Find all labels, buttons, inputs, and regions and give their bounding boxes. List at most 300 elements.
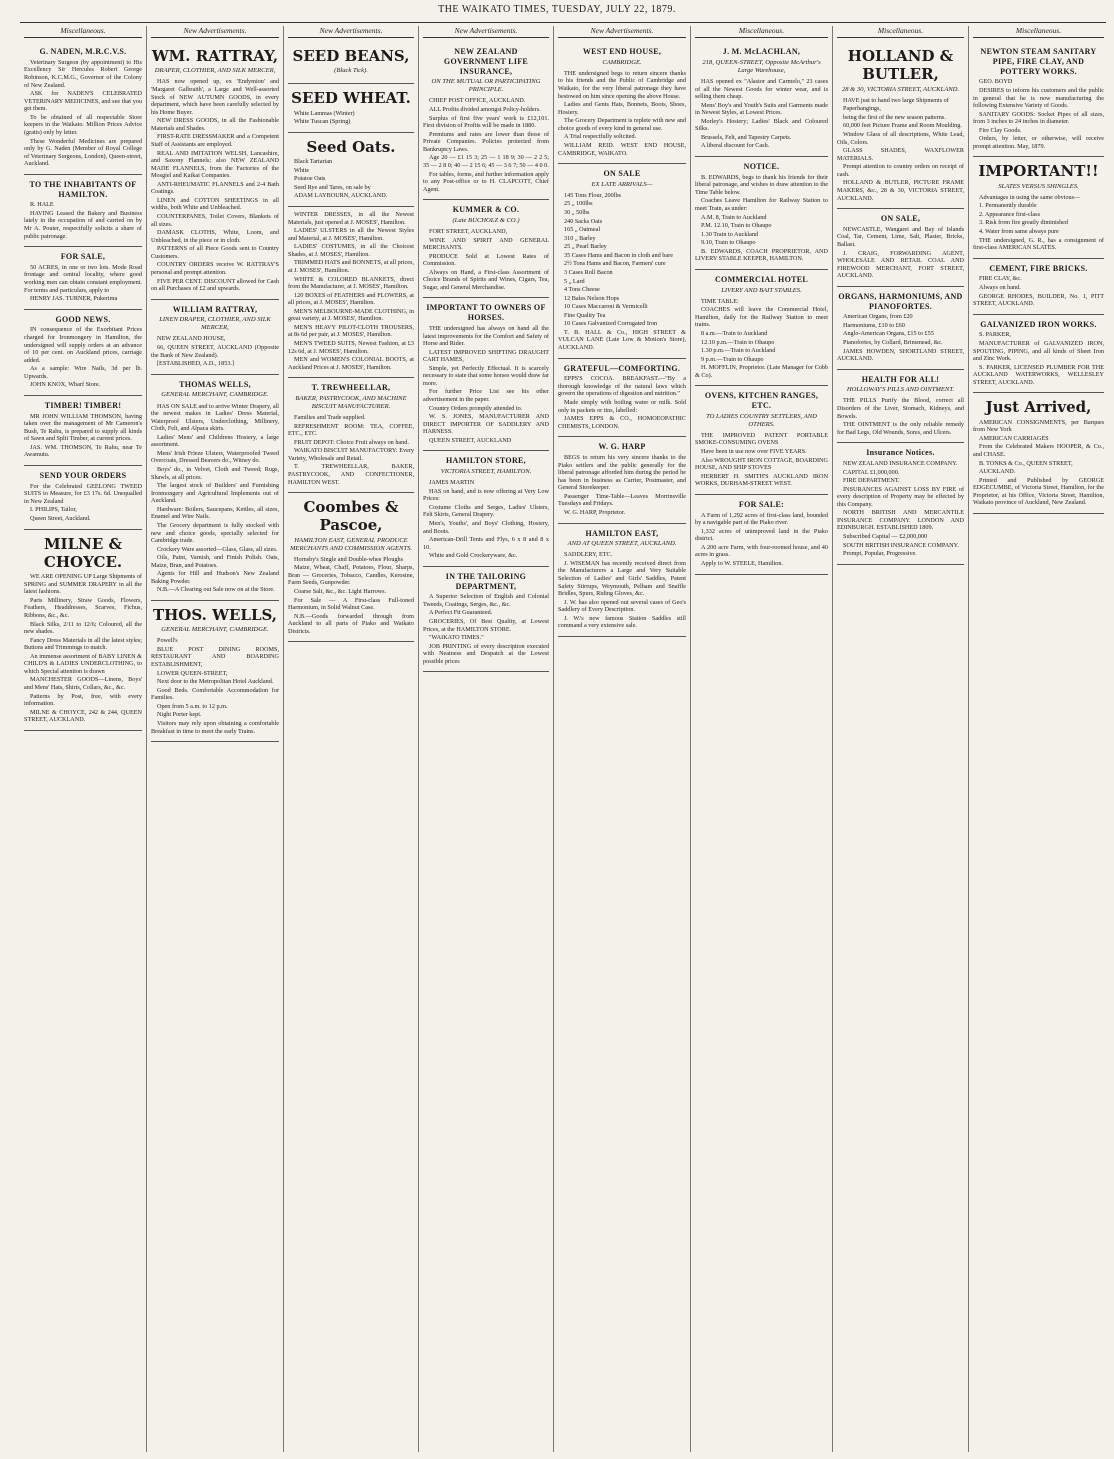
ad-title: J. M. McLACHLAN, — [722, 47, 801, 57]
advertisement — [837, 370, 964, 444]
ad-text: 12.10 p.m.—Train to Ohaupo — [701, 338, 775, 346]
ad-title: WEST END HOUSE, — [582, 47, 662, 57]
ad-text: PATTERNS of all Piece Goods sent to Country Customers. — [151, 245, 279, 260]
ad-text: LINEN and COTTON SHEETINGS in all widths, both White and Unbleached. — [151, 196, 279, 212]
ad-text: Country Orders promptly attended to. — [429, 404, 523, 412]
ad-text: American-Drill Tents and Flys, 6 x 8 and 8 x 10. — [423, 536, 549, 551]
ad-text: 1. Permanently durable — [979, 202, 1037, 210]
ad-text: MEN'S HEAVY PILOT-CLOTH TROUSERS, at 8s 6d per pair, at J. MOSES', Hamilton. — [288, 323, 414, 339]
ad-text: NEW ZEALAND HOUSE, — [157, 335, 226, 343]
ad-text: Simple, yet Perfectly Effectual. It is scarcely necessary to state that some horses would draw far more. — [423, 364, 549, 387]
ad-text: 8 a.m.—Train to Auckland — [701, 329, 768, 337]
ad-title: HAMILTON STORE, — [446, 456, 526, 466]
ad-text: N.B.—Goods forwarded through from Auckland to all parts of Piako and Waikato Districts. — [288, 612, 414, 635]
ad-text: Seed Rye and Tares, on sale by — [294, 183, 371, 191]
ad-title: W. G. HARP — [598, 442, 646, 452]
ad-text: B. TONKS & Co., QUEEN STREET, — [979, 459, 1073, 467]
ad-text: 35 Cases Hams and Bacon in cloth and bare — [564, 251, 673, 259]
ad-text: FORT STREET, AUCKLAND, — [429, 227, 508, 235]
ad-title: IMPORTANT TO OWNERS OF HORSES. — [426, 303, 546, 323]
advertisement — [288, 42, 414, 84]
ad-text: Paperhangings, — [843, 105, 881, 113]
ad-subtitle: GENERAL MERCHANT, CAMBRIDGE. — [161, 391, 269, 399]
ad-text: 12 Bales Nelson Hops — [564, 294, 620, 302]
masthead: THE WAIKATO TIMES, TUESDAY, JULY 22, 1879. — [438, 4, 676, 15]
ad-text: J. W.'s new famous Station Saddles still command a very extensive sale. — [558, 614, 686, 630]
ad-text: HAS ON SALE and to arrive Winter Drapery, all the newest makes in Ladies' Dress Material, Waterproof Ulsters, Underclothing, Millinery, Cloth, Felt, and Alpaca skirts. — [151, 402, 279, 433]
ad-title: HAMILTON EAST, — [585, 528, 659, 538]
ad-text: For tables, forms, and further information apply to any Post-office or to H. CLAPCOTT, Chief Agent. — [423, 170, 549, 193]
ad-text: Paris Millinery, Straw Goods, Flowers, Feathers, Headdresses, Scarves, Fichus, Ribbons, &c., &c. — [24, 596, 142, 619]
ad-text: A Trial respectfully solicited. — [564, 133, 637, 141]
ad-text: These Wonderful Medicines are prepared only by G. Naden (Member of Royal College of Veterinary Surgeons, London), Queen-street, Auckland. — [24, 137, 142, 168]
advertisement — [24, 396, 142, 466]
ad-text: [ESTABLISHED, A.D., 1853.] — [157, 360, 235, 368]
advertisement — [973, 259, 1104, 315]
ad-text: JAMES MARTIN — [429, 479, 475, 487]
ad-text: THE IMPROVED PATENT PORTABLE SMOKE-CONSUMING OVENS — [695, 431, 828, 447]
ad-title: ON SALE, — [880, 214, 921, 224]
ad-title: CEMENT, FIRE BRICKS. — [989, 263, 1088, 273]
ad-title: T. TREWHEELLAR, — [311, 383, 391, 393]
ad-text: Hardware: Boilers, Saucepans, Kettles, all sizes, Enamel and Wire Nails. — [151, 505, 279, 521]
ad-text: 50 ACRES, in one or two lots. Mode Road frontage and central locality, where good working men can obtain constant employment. For terms and particulars, apply to — [24, 263, 142, 294]
advertisement — [423, 200, 549, 298]
ad-text: Coaches Leave Hamilton for Railway Station to meet Train, as under: — [695, 197, 828, 213]
ad-text: PRODUCE Sold at Lowest Rates of Commission. — [423, 252, 549, 268]
ad-title: Just Arrived, — [985, 398, 1092, 417]
ad-text: 2½ Tons Hams and Bacon, Farmers' cure — [564, 260, 666, 268]
ad-text: THE undersigned, G. R., has a consignment of first-class AMERICAN SLATES. — [973, 236, 1104, 252]
advertisement — [973, 42, 1104, 157]
advertisement — [24, 175, 142, 247]
ad-text: HAS opened ex "Alastor and Carmelo," 23 cases of all the Newest Goods for winter wear, and is selling them cheap. — [695, 77, 828, 101]
ad-title: IMPORTANT!! — [978, 162, 1099, 181]
ad-subtitle: EX LATE ARRIVALS— — [591, 180, 653, 188]
ad-subtitle: VICTORIA STREET, HAMILTON. — [440, 468, 532, 476]
ad-text: Ladies' Mens' and Childrens Hosiery, a large assortment. — [151, 433, 279, 449]
ad-subtitle: TO LADIES COUNTRY SETTLERS, AND OTHERS. — [706, 412, 817, 428]
ad-text: Always on Hand, a First-class Assortment of Choice Brands of Spirits and Wines, Cigars, Tea, Sugar, and General Merchandise. — [423, 268, 549, 291]
ad-text: JOHN KNOX, Wharf Store. — [30, 381, 101, 389]
ad-title: OVENS, KITCHEN RANGES, ETC. — [704, 391, 819, 411]
ad-title: SEND YOUR ORDERS — [39, 471, 127, 481]
advertisement — [423, 42, 549, 200]
ad-text: T. TREWHEELLAR, BAKER, PASTRYCOOK, AND CONFECTIONER, HAMILTON WEST. — [288, 463, 414, 486]
ad-text: WINTER DRESSES, in all the Newest Materials, just opened at J. MOSES', Hamilton. — [288, 211, 414, 226]
ad-text: DESIRES to inform his customers and the public in general that he is now manufacturing the following Extensive Variety of Goods. — [973, 86, 1104, 110]
ad-title: G. NADEN, M.R.C.V.S. — [39, 47, 127, 57]
ad-title: WM. RATTRAY, — [151, 47, 279, 66]
ad-text: AMERICAN CONSIGNMENTS, per Barques from New York — [973, 418, 1104, 434]
ad-text: 165 „ Oatmeal — [564, 226, 601, 234]
ad-title: GRATEFUL—COMFORTING. — [563, 363, 681, 373]
ad-text: DAMASK CLOTHS, White, Loom, and Unbleached, in the piece or in cloth. — [151, 229, 279, 244]
ad-text: Good Beds. Comfortable Accommodation for Families. — [151, 686, 279, 702]
advertisement — [288, 378, 414, 493]
ad-text: GEO. BOYD — [979, 78, 1013, 86]
ad-text: For further Price List see his other advertisement in the paper. — [423, 388, 549, 404]
ad-text: From the Celebrated Makers HOOPER, & Co., and CHASE. — [973, 443, 1104, 458]
ad-text: JOB PRINTING of every description executed with Neatness and Despatch at the Lowest possible prices — [423, 642, 549, 665]
advertisement — [558, 524, 686, 637]
ad-text: Ladies and Gents Hats, Bonnets, Boots, Shoes, Hosiery. — [558, 101, 686, 116]
ad-text: Passenger Time-Table—Leaves Morrinsville Tuesdays and Fridays. — [558, 492, 686, 508]
ad-text: BEGS to return his very sincere thanks to the Piako settlers and the public generally for the liberal patronage afforded him during the period he has been in business as Carrier, Postmaster, and General Storekeeper. — [558, 454, 686, 492]
advertisement — [837, 42, 964, 209]
column-2 — [146, 26, 283, 1452]
ad-subtitle: LINEN DRAPER, CLOTHIER, AND SILK MERCER, — [159, 316, 271, 332]
ad-text: Boys' do., in Velvet, Cloth and Tweed; Rugs, Shawls, at all prices. — [151, 466, 279, 481]
ad-text: Anglo-American Organs, £15 to £55 — [843, 330, 934, 338]
ad-title: NEWTON STEAM SANITARY PIPE, FIRE CLAY, AND POTTERY WORKS. — [980, 47, 1097, 76]
advertisement — [24, 247, 142, 310]
ad-subtitle: AND AT QUEEN STREET, AUCKLAND. — [567, 540, 677, 548]
ad-text: HAS now opened up, ex 'Endymion' and 'Margaret Galbraith', a Large and Well-assorted Stock of NEW AUTUMN GOODS, in every department, which have been carefully selected by his Home Buyer. — [151, 78, 279, 116]
ad-text: HERBERT H. SMITH'S AUCKLAND IRON WORKS, DURHAM-STREET WEST. — [695, 472, 828, 488]
ad-text: 145 Tons Flour, 200lbs — [564, 191, 621, 199]
ad-text: TIME TABLE: — [701, 297, 739, 305]
ad-text: COACHES will leave the Commercial Hotel, Hamilton, daily for the Railway Station to meet trains. — [695, 306, 828, 329]
ad-text: Mens' Boy's and Youth's Suits and Garments made in Newest Styles, at Lowest Prices. — [695, 101, 828, 117]
ad-text: FIVE PER CENT. DISCOUNT allowed for Cash on all Purchases of £2 and upwards. — [151, 277, 279, 293]
advertisement — [151, 601, 279, 742]
advertisement — [837, 209, 964, 287]
ad-title: GOOD NEWS. — [55, 314, 111, 324]
ad-title: NOTICE. — [743, 162, 780, 172]
ad-title: NEW ZEALAND GOVERNMENT LIFE INSURANCE, — [443, 47, 529, 76]
advertisement — [837, 443, 964, 565]
ad-text: ADAM LAYBOURN, AUCKLAND. — [294, 192, 388, 200]
advertisement — [288, 84, 414, 132]
column-heading: Miscellaneous. — [837, 26, 964, 38]
ad-text: WE ARE OPENING UP Large Shipments of SPRING and SUMMER DRAPERY in all the latest fashions. — [24, 573, 142, 596]
ad-text: N.B.—A Clearing out Sale now on at the Store. — [157, 586, 275, 594]
column-4 — [418, 26, 553, 1452]
ad-text: Fine Quality Tea — [564, 311, 606, 319]
advertisement — [973, 157, 1104, 258]
ad-text: Crockery Ware assorted—Glass, Glass, all sizes. — [157, 545, 278, 553]
advertisement — [24, 42, 142, 175]
ad-text: Printed and Published by GEORGE EDGECUMBE, of Victoria Street, Hamilton, for the Proprietor, at his Office, Victoria Street, Hamilton, Waikato province of Auckland, New Zealand. — [973, 476, 1104, 507]
ad-text: 4. Water from same always pure — [979, 228, 1059, 236]
ad-text: 10 Cases Maccaroni & Vermicelli — [564, 303, 648, 311]
ad-title: THOMAS WELLS, — [179, 379, 251, 389]
ad-text: LOWER QUEEN-STREET, — [157, 669, 228, 677]
column-3 — [283, 26, 418, 1452]
ad-text: CAPITAL £1,000,000. — [843, 468, 900, 476]
ad-title: SEED WHEAT. — [291, 89, 411, 108]
advertisement — [151, 375, 279, 601]
ad-text: H. MOFFLIN, Proprietor. (Late Manager for Cobb & Co). — [695, 364, 828, 379]
column-6 — [690, 26, 832, 1452]
ad-title: Seed Oats. — [306, 137, 396, 156]
ad-text: 9.10, Train to Ohaupo — [701, 239, 756, 247]
advertisement — [695, 386, 828, 495]
advertisement — [558, 437, 686, 523]
ad-text: Fancy Dress Materials in all the latest styles; Buttons and Trimmings to match. — [24, 636, 142, 652]
ad-text: NEWCASTLE, Wangarei and Bay of Islands Coal, Tar, Cement, Lime, Salt, Plaster, Bricks, Ballast. — [837, 225, 964, 248]
ad-text: IN consequence of the Exorbitant Prices charged for Ironmongery in Hamilton, the undersigned will supply orders at an advance of 10 per cent. on Auckland prices, carriage added. — [24, 326, 142, 364]
advertisement — [151, 42, 279, 300]
advertisement — [558, 164, 686, 358]
advertisement — [423, 451, 549, 566]
ad-text: HAVING Leased the Bakery and Business lately in the occupation of and carried on by Mr A. Pouter, respectfully solicits a share of public patronage. — [24, 209, 142, 240]
ad-text: Powell's — [157, 637, 178, 645]
ad-text: Agents for Hill and Hudson's New Zealand Baking Powder. — [151, 570, 279, 585]
ad-text: As a sample: Wire Nails, 3d per lb. Upwards. — [24, 365, 142, 380]
column-8 — [968, 26, 1108, 1452]
ad-text: Men's, Youths', and Boys' Clothing, Hosiery, and Boots. — [423, 520, 549, 535]
ad-text: THE undersigned begs to return sincere thanks to his friends and the Public of Cambridge and Waikato, for the very liberal patronage they have bestowed on him since opening the above House. — [558, 69, 686, 100]
ad-text: JAS. WM. THOMSON, Te Rahu, near Te Awamutu. — [24, 443, 142, 459]
ad-text: REFRESHMENT ROOM: TEA, COFFEE, ETC., ETC. — [288, 422, 414, 438]
ad-text: SANITARY GOODS: Socket Pipes of all sizes, from 3 inches to 24 inches in diameter. — [973, 110, 1104, 126]
ad-title: Coombes & Pascoe, — [303, 498, 399, 535]
ad-title: KUMMER & CO. — [452, 205, 520, 215]
ad-text: Brussels, Felt, and Tapestry Carpets. — [701, 133, 792, 141]
ad-text: For the Celebrated GEELONG TWEED SUITS to Measure, for £3 17s. 6d. Unequalled in New Zealand — [24, 482, 142, 505]
ad-title: Insurance Notices. — [866, 448, 935, 458]
ad-text: Visitors may rely upon obtaining a comfortable Breakfast in time to meet the early Trains. — [151, 719, 279, 735]
ad-text: A Farm of 1,292 acres of first-class land, bounded by a navigable part of the Piako river. — [695, 511, 828, 527]
ad-text: LATEST IMPROVED SHIFTING DRAUGHT CART HAMES, — [423, 348, 549, 364]
ad-text: White and Gold Crockeryware, &c. — [429, 552, 518, 560]
ad-text: Have been in use now over FIVE YEARS. — [701, 448, 807, 456]
ad-text: American Organs, from £20 — [843, 313, 913, 321]
ad-text: NEW ZEALAND INSURANCE COMPANY. — [843, 459, 958, 467]
ad-text: HOLLAND & BUTLER, PICTURE FRAME MAKERS, &c., 28 & 30, VICTORIA STREET, AUCKLAND. — [837, 179, 964, 202]
ad-text: A liberal discount for Cash. — [701, 142, 770, 150]
ad-text: S. PARKER, — [979, 331, 1011, 339]
header-rule — [20, 22, 1106, 23]
ad-text: Coarse Salt, &c., &c. Light Harrows. — [294, 588, 387, 596]
ad-text: WINE AND SPIRIT AND GENERAL MERCHANTS. — [423, 236, 549, 252]
ad-text: 1.30 p.m.—Train to Auckland — [701, 347, 776, 355]
ad-text: J. W. has also opened out several cases of Geo's Saddlery of Every Description. — [558, 598, 686, 614]
ad-subtitle: 218, QUEEN-STREET, Opposite McArthur's Large Warehouse, — [702, 58, 821, 74]
ad-subtitle: LIVERY AND BAIT STABLES. — [721, 286, 802, 294]
ad-subtitle: 28 & 30, VICTORIA STREET, AUCKLAND. — [841, 85, 960, 93]
ad-text: W. G. HARP, Proprietor. — [564, 508, 626, 516]
ad-text: S. PARKER, LICENSED PLUMBER FOR THE AUCKLAND WATERWORKS, WELLESLEY STREET, AUCKLAND. — [973, 363, 1104, 386]
ad-text: White Tuscan (Spring) — [294, 118, 351, 126]
ad-text: Families and Trade supplied. — [294, 414, 366, 422]
advertisement — [151, 300, 279, 375]
ad-text: 1.30 Train to Auckland — [701, 230, 759, 238]
ad-subtitle: (Late BUCHOLZ & CO.) — [452, 216, 520, 224]
column-heading: Miscellaneous. — [24, 26, 142, 38]
ad-text: THE undersigned has always on hand all the latest improvements for the Comfort and Safety of Horse and Rider. — [423, 324, 549, 348]
ad-subtitle: ON THE MUTUAL OR PARTICIPATING PRINCIPLE. — [431, 78, 541, 94]
ad-title: THOS. WELLS, — [152, 606, 278, 624]
ad-text: 4 Tons Cheese — [564, 286, 600, 294]
ad-text: HAS on hand, and is now offering at Very Low Prices: — [423, 487, 549, 503]
ad-text: The Grocery Department is replete with new and choice goods of every kind in general use. — [558, 117, 686, 132]
ad-text: A Perfect Fit Guaranteed. — [429, 609, 493, 617]
ad-text: LADIES' ULSTERS in all the Newest Styles and Material, at J. MOSES', Hamilton. — [288, 227, 414, 242]
ad-text: MEN and WOMEN'S COLONIAL BOOTS, at Auckland Prices at J. MOSES', Hamilton. — [288, 356, 414, 371]
ad-text: B. EDWARDS, begs to thank his friends for their liberal patronage, and wishes to draw attention to the Time Table below. — [695, 173, 828, 196]
ad-text: ANTI-RHEUMATIC FLANNELS and 2-4 Bath Coatings. — [151, 180, 279, 196]
column-heading: New Advertisements. — [423, 26, 549, 38]
ad-text: 25 „ Pearl Barley — [564, 243, 607, 251]
ad-text: MANCHESTER GOODS—Linens, Boys' and Mens' Hats, Shirts, Collars, &c., &c. — [24, 676, 142, 692]
advertisement — [973, 315, 1104, 394]
ad-title: TO THE INHABITANTS OF HAMILTON. — [29, 179, 137, 199]
ad-text: NEW DRESS GOODS, in all the Fashionable Materials and Shades. — [151, 117, 279, 132]
ad-text: AMERICAN CARRIAGES — [979, 434, 1049, 442]
ad-title: TIMBER! TIMBER! — [44, 400, 122, 410]
ad-text: ASK for NADEN'S CELEBRATED VETERINARY MEDICINES, and see that you get them. — [24, 90, 142, 113]
ad-text: Prompt, Popular, Progressive. — [843, 550, 917, 558]
ad-text: Age 20 — £1 15 3; 25 — 1 18 9; 30 — 2 2 5; 35 — 2 8 0; 40 — 2 15 6; 45 — 3 6 7; 50 — 4 0 0. — [423, 154, 549, 169]
ad-text: A Superior Selection of English and Colonial Tweeds, Coatings, Serges, &c., &c. — [423, 593, 549, 608]
ad-text: Also WROUGHT IRON COTTAGE, BOARDING HOUSE, AND SHIP STOVES — [695, 456, 828, 472]
ad-title: COMMERCIAL HOTEL — [714, 274, 809, 284]
ad-text: THE PILLS Purify the Blood, correct all Disorders of the Liver, Stomach, Kidneys, and Bowels. — [837, 397, 964, 420]
ad-text: JAMES HOWDEN, SHORTLAND STREET, AUCKLAND. — [837, 347, 964, 363]
ad-text: COUNTRY ORDERS receive W. RATTRAY'S personal and prompt attention. — [151, 261, 279, 276]
ad-title: FOR SALE: — [738, 499, 785, 509]
ad-text: White — [294, 166, 310, 174]
ad-text: Hornsby's Single and Double-whee Ploughs — [294, 555, 404, 563]
ad-text: Open from 5 a.m. to 12 p.m. — [157, 702, 228, 710]
ad-text: A.M. 8, Train to Auckland — [701, 213, 767, 221]
ad-text: Prompt attention to country orders on receipt of cash. — [837, 163, 964, 178]
ad-text: GLASS SHADES, WAXFLOWER MATERIALS. — [837, 147, 964, 162]
advertisement — [24, 530, 142, 731]
ad-text: Harmoniums, £10 to £60 — [843, 321, 905, 329]
ad-title: HEALTH FOR ALL! — [861, 374, 940, 384]
ad-text: CHIEF POST OFFICE, AUCKLAND. — [429, 97, 526, 105]
advertisement — [24, 466, 142, 530]
ad-text: An immense assortment of BABY LINEN & CHILD'S & LADIES UNDERCLOTHING, to which Special attention is drawn — [24, 652, 142, 675]
ad-text: FIRST-RATE DRESSMAKER and a Competent Staff of Assistants are employed. — [151, 133, 279, 148]
advertisement — [837, 287, 964, 370]
ad-text: TRIMMED HATS and BONNETS, at all prices, at J. MOSES', Hamilton. — [288, 259, 414, 274]
ad-text: 5 „ Lard — [564, 277, 585, 285]
ad-text: Fire Clay Goods. — [979, 126, 1022, 134]
advertisement — [695, 270, 828, 386]
advertisement — [423, 298, 549, 451]
ad-text: Oils, Paint, Varnish, and Finish Polish. Oats, Maize, Bran, and Potatoes. — [151, 554, 279, 569]
ad-text: QUEEN STREET, AUCKLAND — [429, 436, 512, 444]
ad-text: "WAIKATO TIMES." — [429, 634, 484, 642]
ad-title: WILLIAM RATTRAY, — [172, 304, 258, 314]
ad-text: Potatoe Oats — [294, 175, 326, 183]
ad-text: being the first of the new season patterns. — [843, 113, 946, 121]
ad-title: HOLLAND & BUTLER, — [847, 47, 954, 84]
ad-text: Black Tartarian — [294, 158, 333, 166]
ad-text: FIRE CLAY, &c. — [979, 275, 1022, 283]
ad-text: MEN'S MELBOURNE-MADE CLOTHING, in great variety, at J. MOSES', Hamilton. — [288, 307, 414, 323]
ad-text: MILNE & CHOYCE, 242 & 244, QUEEN STREET, AUCKLAND. — [24, 708, 142, 724]
ad-subtitle: (Black Tick). — [334, 67, 368, 75]
ad-subtitle: BAKER, PASTRYCOOK, AND MACHINE BISCUIT MANUFACTURER. — [295, 395, 407, 411]
ad-text: Advantages in using the same obvious— — [979, 193, 1081, 201]
ad-title: MILNE & CHOYCE. — [43, 534, 123, 571]
ad-subtitle: DRAPER, CLOTHIER, AND SILK MERCER, — [154, 67, 276, 75]
ad-text: WHITE & COLORED BLANKETS, direct from the Manufacturer, at J. MOSES', Hamilton. — [288, 275, 414, 291]
ad-text: 66, QUEEN STREET, AUCKLAND (Opposite the Bank of New Zealand). — [151, 344, 279, 359]
ad-text: Window Glass of all descriptions, White Lead, Oils, Colors. — [837, 131, 964, 146]
column-heading: New Advertisements. — [288, 26, 414, 38]
ad-text: AUCKLAND. — [979, 468, 1016, 476]
ad-text: Veterinary Surgeon (by appointment) to His Excellency Sir Hercules Robert George Robinson, K.C.M.G., Governor of the Colony of New Zealand. — [24, 58, 142, 89]
ad-subtitle: SLATES VERSUS SHINGLES. — [998, 182, 1079, 190]
ad-text: WILLIAM REID. WEST END HOUSE, CAMBRIDGE, WAIKATO. — [558, 141, 686, 157]
advertisement — [695, 495, 828, 575]
ad-text: FRUIT DEPOT: Choice Fruit always on hand. — [294, 438, 409, 446]
ad-text: Made simply with boiling water or milk. Sold only in packets or tins, labelled: — [558, 399, 686, 414]
ad-text: Maize, Wheat, Chaff, Potatoes, Flour, Sharps, Bran — Groceries, Tobacco, Candles, Kerosine, Farm Seeds, Gunpowder. — [288, 564, 414, 587]
advertisement — [973, 393, 1104, 513]
ad-text: The Grocery department is fully stocked with new and choice goods, specially selected for Cambridge trade. — [151, 521, 279, 545]
ad-text: Pianofortes, by Collard, Brinsmead, &c. — [843, 338, 943, 346]
ad-text: BLUE POST DINING ROOMS, RESTAURANT AND BOARDING ESTABLISHMENT, — [151, 645, 279, 669]
ad-text: MEN'S TWEED SUITS, Newest Fashion, at £3 12s 6d, at J. MOSES', Hamilton. — [288, 340, 414, 355]
ad-text: Mens' Irish Frieze Ulsters, Waterproofed Tweed Overcoats, Dressed Beavers do., Witney do. — [151, 449, 279, 465]
ad-text: J. WISEMAN has recently received direct from the Manufacturers a Large and Very Suitable Selection of Ladies' and Girls' Saddles, Patent Safety Stirrups, Weymouth, Pelham and Snaffle Bridles, Spurs, Riding Gloves, &c. — [558, 559, 686, 598]
ad-subtitle: HOLLOWAY'S PILLS AND OINTMENT. — [846, 386, 955, 394]
ad-text: 2. Appearance first-class — [979, 210, 1040, 218]
ad-text: Patterns by Post, free, with every information. — [24, 692, 142, 708]
ad-text: JAMES EPPS & CO., HOMOEOPATHIC CHEMISTS, LONDON. — [558, 415, 686, 430]
ad-text: 9 p.m.—Train to Ohaupo — [701, 355, 764, 363]
ad-text: 1,332 acres of unimproved land in the Piako district. — [695, 527, 828, 543]
ad-title: GALVANIZED IRON WORKS. — [980, 319, 1097, 329]
ad-text: The largest stock of Builders' and Furnishing Ironmongery and Agricultural Implements out of Auckland. — [151, 482, 279, 505]
advertisement — [695, 42, 828, 157]
ad-text: SOUTH BRITISH INSURANCE COMPANY. — [843, 541, 959, 549]
ad-text: THE OINTMENT is the only reliable remedy for Bad Legs, Old Wounds, Sores, and Ulcers. — [837, 421, 964, 436]
column-heading: Miscellaneous. — [973, 26, 1104, 38]
ad-text: MR JOHN WILLIAM THOMSON, having taken over the management of Mr Cameron's Bush, Te Rahu, is prepared to supply all kinds of Sawn and Split Timber, at current prices. — [24, 412, 142, 443]
advertisement — [288, 493, 414, 642]
ad-subtitle: HAMILTON EAST, GENERAL PRODUCE MERCHANTS AND COMMISSION AGENTS. — [289, 536, 413, 552]
ad-text: SADDLERY, ETC. — [564, 551, 613, 559]
column-heading: New Advertisements. — [558, 26, 686, 38]
column-7 — [832, 26, 968, 1452]
ad-text: Subscribed Capital — £2,000,000 — [843, 533, 928, 541]
column-heading: New Advertisements. — [151, 26, 279, 38]
ad-text: COUNTERPANES, Toilet Covers, Blankets of all sizes. — [151, 213, 279, 228]
ad-text: REAL AND IMITATION WELSH, Lancashire, and Saxony Flannels; also NEW ZEALAND MADE FLANNELS, from the Factories of the Mosgiel and Kaikai Companies. — [151, 149, 279, 180]
ad-title: IN THE TAILORING DEPARTMENT, — [445, 571, 527, 591]
ad-title: SEED BEANS, — [292, 47, 410, 66]
ad-text: 25 „ 100lbs — [564, 200, 593, 208]
ad-text: I. PHILIPS, Tailor, — [30, 506, 77, 514]
ad-text: J. CRAIG, FORWARDING AGENT, WHOLESALE AND RETAIL COAL AND FIREWOOD MERCHANT, FORT STREET, AUCKLAND. — [837, 249, 964, 280]
ad-text: INSURANCES AGAINST LOSS BY FIRE of every description of Property may be effected by this Company. — [837, 485, 964, 508]
ad-text: LADIES' COSTUMES, in all the Choicest Shades, at J. MOSES', Hamilton. — [288, 243, 414, 258]
ad-text: 120 BOXES of FEATHERS and FLOWERS, at all prices, at J. MOSES', Hamilton. — [288, 291, 414, 307]
advertisement — [423, 567, 549, 673]
ad-text: Night Porter kept. — [157, 711, 202, 719]
ad-text: W. S. JONES, MANUFACTURER AND DIRECT IMPORTER OF SADDLERY AND HARNESS. — [423, 413, 549, 436]
ad-text: R. HALE — [30, 201, 54, 209]
ad-text: Orders, by letter, or otherwise, will receive prompt attention. May, 1879. — [973, 135, 1104, 150]
advertisement — [24, 310, 142, 396]
ad-text: GROCERIES, Of Best Quality, at Lowest Prices, at the HAMILTON STORE. — [423, 618, 549, 633]
ad-text: GEORGE RHODES, BUILDER, No. 1, PITT STREET, AUCKLAND. — [973, 292, 1104, 308]
ad-text: 240 Sacks Oats — [564, 217, 603, 225]
ad-text: 310 „ Barley — [564, 234, 596, 242]
column-5 — [553, 26, 690, 1452]
ad-text: MANUFACTURER of GALVANIZED IRON, SPOUTING, PIPING, and all kinds of Sheet Iron and Zinc Work. — [973, 340, 1104, 363]
ad-text: White Lammas (Winter) — [294, 109, 355, 117]
